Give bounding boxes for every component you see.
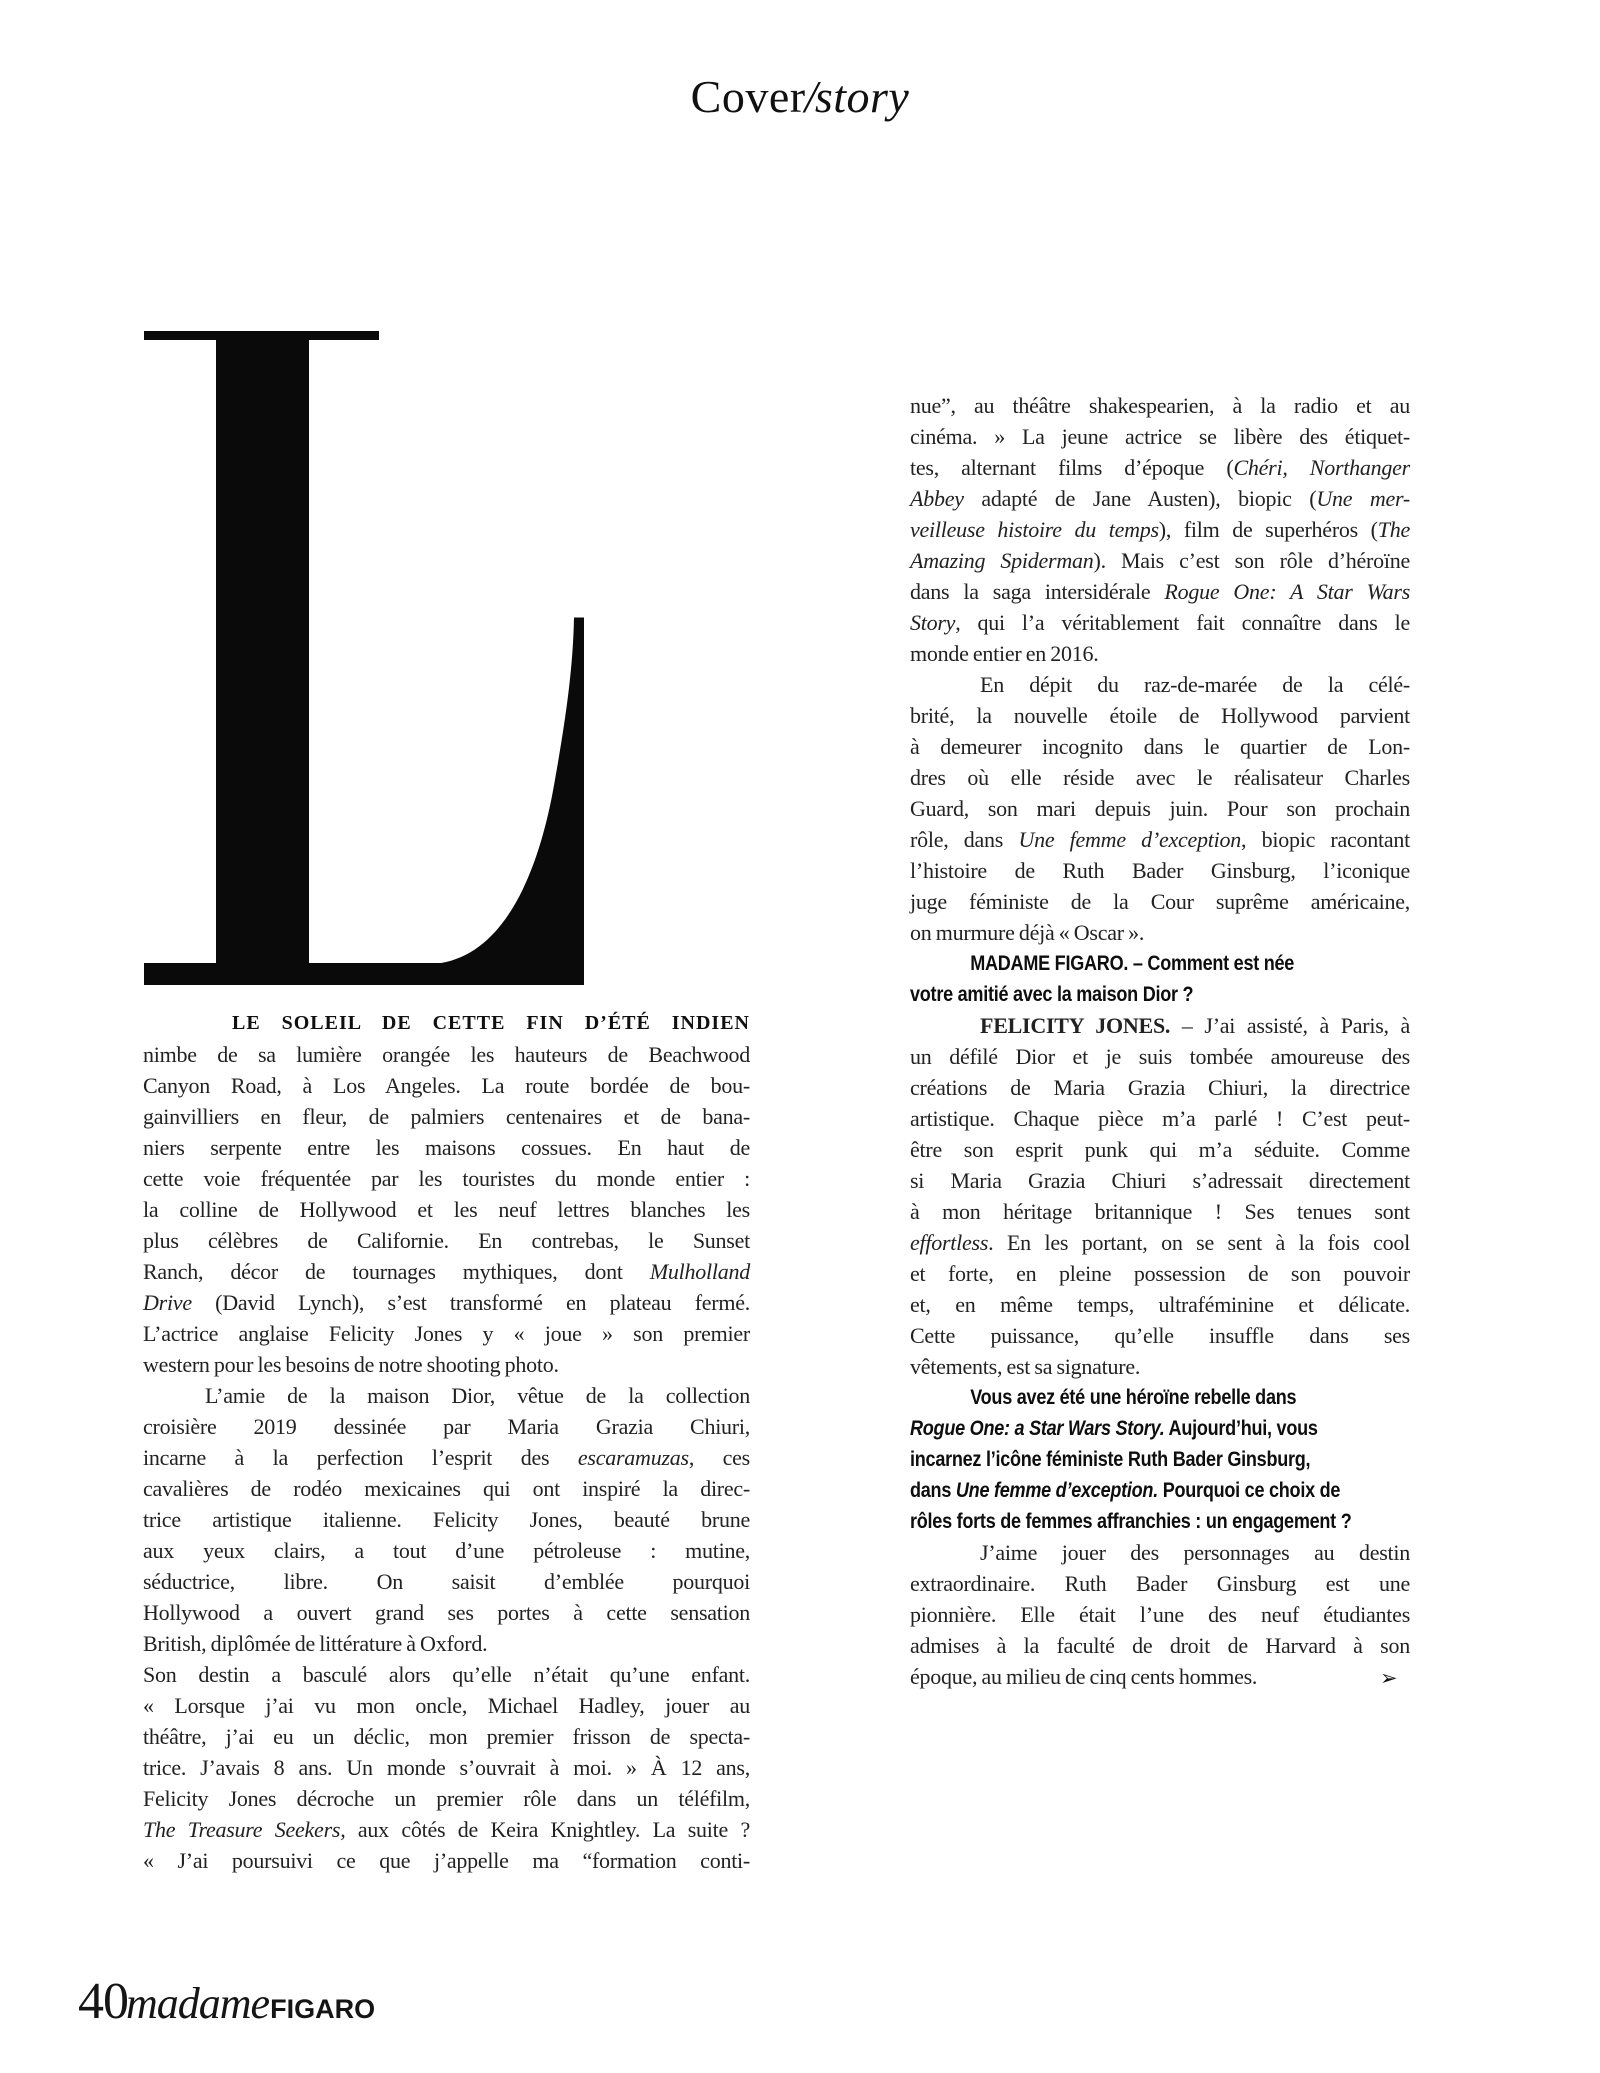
dropcap-letter-L (144, 331, 584, 985)
text-line: un défilé Dior et je suis tombée amoureuse des (910, 1044, 1410, 1069)
text-line: rôles forts de femmes affranchies : un engagement ? (910, 1510, 1352, 1533)
text-line: être son esprit punk qui m’a séduite. Comme (910, 1137, 1410, 1162)
text-line: croisière 2019 dessinée par Maria Grazia Chiuri, (143, 1414, 750, 1439)
text-line: créations de Maria Grazia Chiuri, la directrice (910, 1075, 1410, 1100)
text-line: Ranch, décor de tournages mythiques, dont Mulholland (143, 1259, 750, 1284)
text-line: séductrice, libre. On saisit d’emblée pourquoi (143, 1569, 750, 1594)
text-line: incarnez l’icône féministe Ruth Bader Ginsburg, (910, 1448, 1311, 1471)
text-line: dans Une femme d’exception. Pourquoi ce choix de (910, 1479, 1341, 1502)
text-line: veilleuse histoire du temps), film de superhéros (The (910, 517, 1410, 542)
left-column (143, 1008, 750, 1876)
lead-in-small-caps: LE SOLEIL DE CETTE FIN D’ÉTÉ INDIEN (232, 1012, 750, 1034)
text-line: Felicity Jones décroche un premier rôle dans un téléfilm, (143, 1786, 750, 1811)
text-line: rôle, dans Une femme d’exception, biopic racontant (910, 827, 1410, 852)
text-line: Story, qui l’a véritablement fait connaître dans le (910, 610, 1410, 635)
text-line: trice. J’avais 8 ans. Un monde s’ouvrait à moi. » À 12 ans, (143, 1755, 750, 1780)
text-line: The Treasure Seekers, aux côtés de Keira Knightley. La suite ? (143, 1817, 750, 1842)
text-line: plus célèbres de Californie. En contrebas, le Sunset (143, 1228, 750, 1253)
text-line: Son destin a basculé alors qu’elle n’était qu’une enfant. (143, 1662, 750, 1687)
text-line: Rogue One: a Star Wars Story. Aujourd’hui, vous (910, 1417, 1318, 1440)
text-line: En dépit du raz-de-marée de la célé- (980, 672, 1410, 697)
text-line: British, diplômée de littérature à Oxford. (143, 1631, 488, 1656)
text-line: western pour les besoins de notre shooting photo. (143, 1352, 559, 1377)
text-line: incarne à la perfection l’esprit des escaramuzas, ces (143, 1445, 750, 1470)
text-line: Vous avez été une héroïne rebelle dans (970, 1386, 1297, 1409)
text-line: J’aime jouer des personnages au destin (980, 1540, 1410, 1565)
text-line: Amazing Spiderman). Mais c’est son rôle d’héroïne (910, 548, 1410, 573)
right-column-lines (910, 390, 1410, 1692)
text-line: effortless. En les portant, on se sent à la fois cool (910, 1230, 1410, 1255)
text-line: juge féministe de la Cour suprême américaine, (910, 889, 1410, 914)
text-line: artistique. Chaque pièce m’a parlé ! C’est peut- (910, 1106, 1410, 1131)
text-line: admises à la faculté de droit de Harvard à son (910, 1633, 1410, 1658)
section-title (0, 70, 1600, 123)
text-line: nimbe de sa lumière orangée les hauteurs de Beachwood (143, 1042, 750, 1067)
text-line: L’amie de la maison Dior, vêtue de la collection (205, 1383, 750, 1408)
text-line: votre amitié avec la maison Dior ? (910, 983, 1194, 1006)
right-column (910, 390, 1410, 1692)
text-line: dres où elle réside avec le réalisateur Charles (910, 765, 1410, 790)
text-line: nue”, au théâtre shakespearien, à la radio et au (910, 393, 1410, 418)
text-line: monde entier en 2016. (910, 641, 1099, 666)
text-line: gainvilliers en fleur, de palmiers centenaires et de bana- (143, 1104, 750, 1129)
text-line: cette voie fréquentée par les touristes du monde entier : (143, 1166, 750, 1191)
text-line: à mon héritage britannique ! Ses tenues sont (910, 1199, 1410, 1224)
text-line: vêtements, est sa signature. (910, 1354, 1141, 1379)
text-line: Guard, son mari depuis juin. Pour son prochain (910, 796, 1410, 821)
text-line: pionnière. Elle était l’une des neuf étudiantes (910, 1602, 1410, 1627)
magazine-logo-madame: madame (126, 1979, 270, 2028)
page-number: 40 (78, 1973, 128, 2030)
text-line: Abbey adapté de Jane Austen), biopic (Une mer- (910, 486, 1410, 511)
text-line: niers serpente entre les maisons cossues. En haut de (143, 1135, 750, 1160)
page-footer (78, 1972, 375, 2031)
text-line: on murmure déjà « Oscar ». (910, 920, 1145, 945)
left-column-lines (143, 1039, 750, 1876)
text-line: cavalières de rodéo mexicaines qui ont inspiré la direc- (143, 1476, 750, 1501)
text-line: Canyon Road, à Los Angeles. La route bordée de bou- (143, 1073, 750, 1098)
text-line: extraordinaire. Ruth Bader Ginsburg est une (910, 1571, 1410, 1596)
text-line: FELICITY JONES. – J’ai assisté, à Paris, à (980, 1013, 1411, 1038)
text-line: la colline de Hollywood et les neuf lettres blanches les (143, 1197, 750, 1222)
text-line: à demeurer incognito dans le quartier de Lon- (910, 734, 1410, 759)
continuation-arrow-icon: ➢ (1380, 1666, 1398, 1690)
text-line: brité, la nouvelle étoile de Hollywood parvient (910, 703, 1410, 728)
text-line: si Maria Grazia Chiuri s’adressait directement (910, 1168, 1410, 1193)
text-line: « J’ai poursuivi ce que j’appelle ma “formation conti- (143, 1848, 750, 1873)
text-line: et, en même temps, ultraféminine et délicate. (910, 1292, 1410, 1317)
section-title-roman: Cover (690, 71, 806, 122)
text-line: « Lorsque j’ai vu mon oncle, Michael Hadley, jouer au (143, 1693, 750, 1718)
text-line: MADAME FIGARO. – Comment est née (970, 952, 1295, 975)
text-line: et forte, en pleine possession de son pouvoir (910, 1261, 1410, 1286)
text-line: tes, alternant films d’époque (Chéri, Northanger (910, 455, 1410, 480)
text-line: époque, au milieu de cinq cents hommes. (910, 1664, 1258, 1689)
text-line: aux yeux clairs, a tout d’une pétroleuse : mutine, (143, 1538, 750, 1563)
text-line: trice artistique italienne. Felicity Jones, beauté brune (143, 1507, 750, 1532)
section-title-italic: story (814, 71, 910, 122)
text-line: théâtre, j’ai eu un déclic, mon premier frisson de specta- (143, 1724, 750, 1749)
text-line: Cette puissance, qu’elle insuffle dans ses (910, 1323, 1410, 1348)
text-line: Hollywood a ouvert grand ses portes à cette sensation (143, 1600, 750, 1625)
text-line: l’histoire de Ruth Bader Ginsburg, l’iconique (910, 858, 1410, 883)
section-title-slash: / (804, 71, 818, 122)
text-line: dans la saga intersidérale Rogue One: A Star Wars (910, 579, 1410, 604)
magazine-logo-figaro: FIGARO (270, 1994, 376, 2024)
text-line: cinéma. » La jeune actrice se libère des étiquet- (910, 424, 1410, 449)
text-line: Drive (David Lynch), s’est transformé en plateau fermé. (143, 1290, 750, 1315)
text-line: L’actrice anglaise Felicity Jones y « joue » son premier (143, 1321, 750, 1346)
